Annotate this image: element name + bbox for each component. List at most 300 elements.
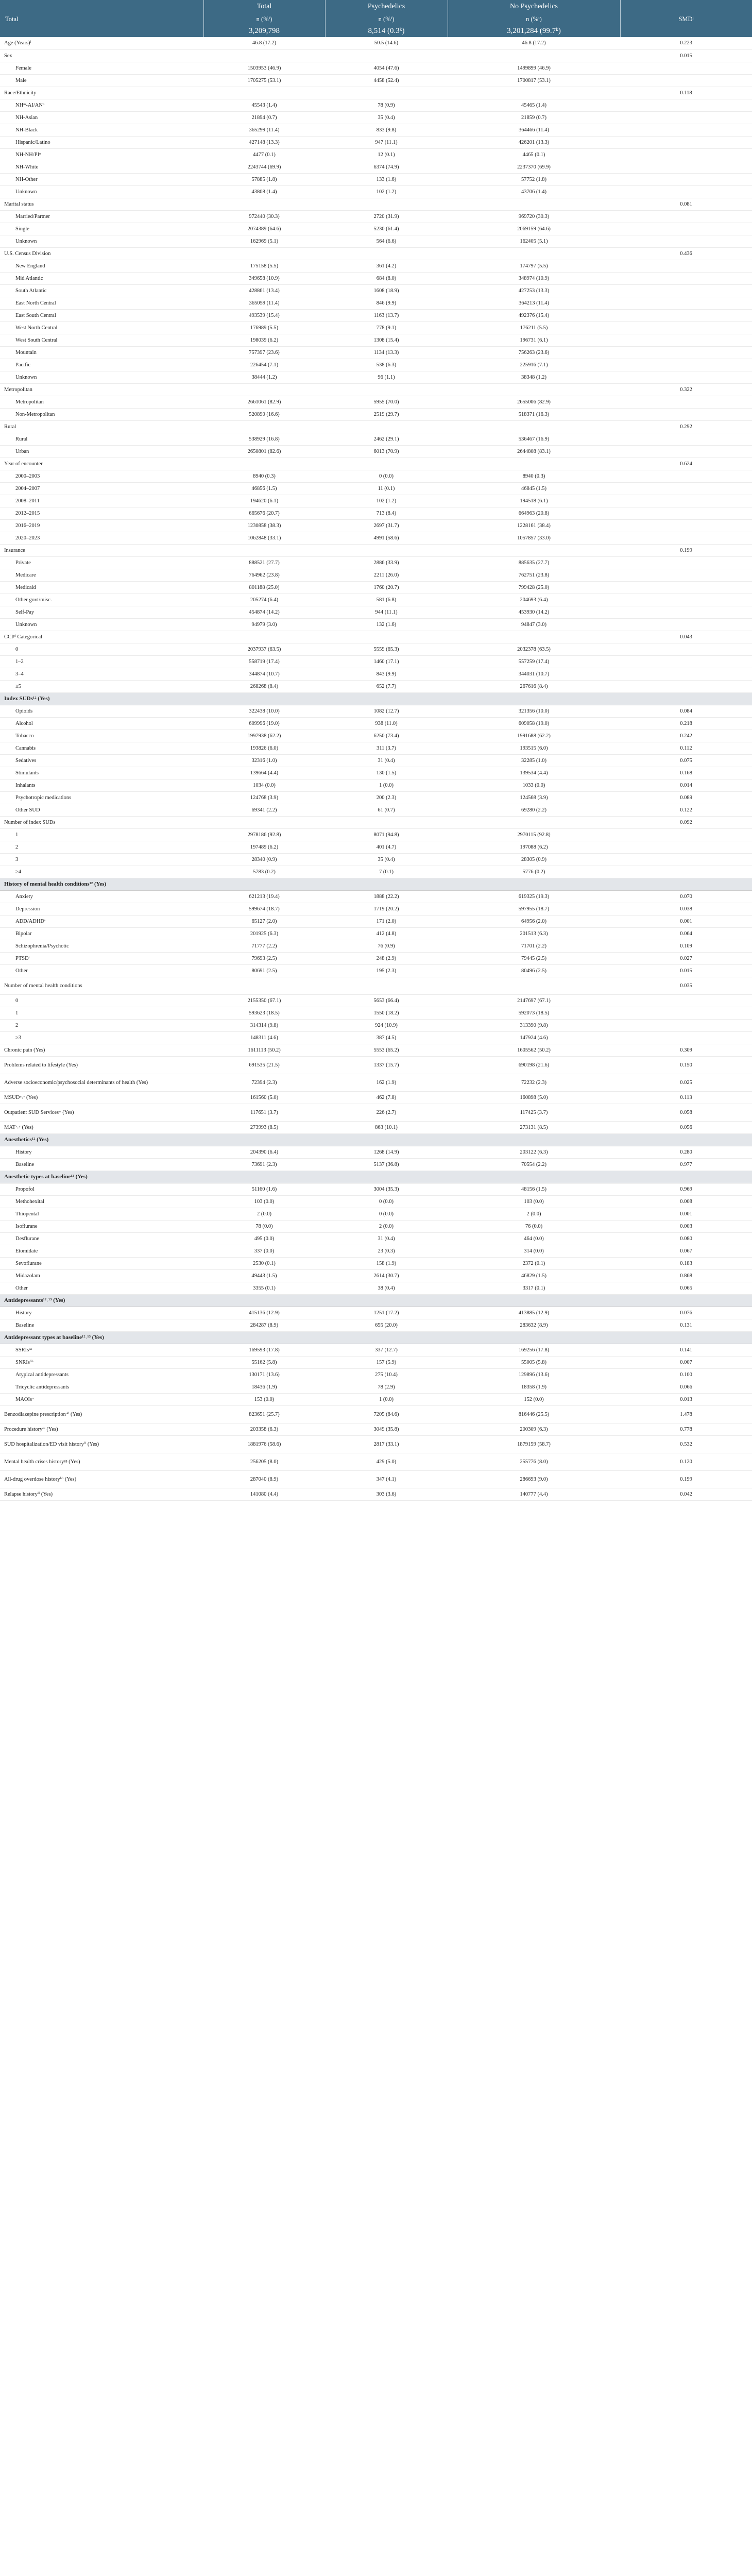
- no-psychedelics-cell: 2644808 (83.1): [448, 445, 620, 457]
- total-cell: 2037937 (63.5): [203, 643, 325, 655]
- table-row: [0, 1104, 752, 1121]
- table-row: [0, 185, 752, 198]
- no-psychedelics-cell: 690198 (21.6): [448, 1056, 620, 1074]
- no-psychedelics-cell: [448, 1133, 620, 1146]
- table-row: [0, 1158, 752, 1171]
- psychedelics-cell: 6013 (70.9): [325, 445, 448, 457]
- smd-cell: 0.070: [620, 890, 752, 903]
- total-cell: 609996 (19.0): [203, 717, 325, 730]
- smd-cell: [620, 99, 752, 111]
- table-row: [0, 1356, 752, 1368]
- no-psychedelics-cell: 1879159 (58.7): [448, 1435, 620, 1453]
- table-row: [0, 210, 752, 223]
- smd-cell: 0.118: [620, 87, 752, 99]
- table-row: [0, 1453, 752, 1470]
- total-cell: 148311 (4.6): [203, 1031, 325, 1044]
- row-label: Number of index SUDs: [0, 816, 203, 828]
- smd-cell: [620, 1133, 752, 1146]
- table-row: [0, 804, 752, 816]
- table-row: [0, 1232, 752, 1245]
- row-label: MSUDᵘ˒ᵛ (Yes): [0, 1091, 203, 1104]
- table-row: [0, 1007, 752, 1019]
- smd-cell: 0.309: [620, 1044, 752, 1056]
- smd-cell: [620, 655, 752, 668]
- smd-cell: 0.292: [620, 420, 752, 433]
- no-psychedelics-cell: [448, 420, 620, 433]
- psychedelics-cell: [325, 247, 448, 260]
- smd-cell: [620, 235, 752, 247]
- psychedelics-cell: 2614 (30.7): [325, 1269, 448, 1282]
- table-row: [0, 346, 752, 359]
- total-cell: 287040 (8.9): [203, 1470, 325, 1488]
- total-cell: 80691 (2.5): [203, 964, 325, 977]
- smd-cell: 0.131: [620, 1319, 752, 1331]
- psychedelics-cell: 3004 (35.3): [325, 1183, 448, 1195]
- table-row: [0, 235, 752, 247]
- total-cell: 1230858 (38.3): [203, 519, 325, 532]
- smd-cell: 0.969: [620, 1183, 752, 1195]
- row-label: Tobacco: [0, 730, 203, 742]
- row-label: Thiopental: [0, 1208, 203, 1220]
- no-psychedelics-cell: 2237370 (69.9): [448, 161, 620, 173]
- row-label: Medicare: [0, 569, 203, 581]
- smd-cell: 0.218: [620, 717, 752, 730]
- no-psychedelics-cell: 314 (0.0): [448, 1245, 620, 1257]
- smd-cell: 0.043: [620, 631, 752, 643]
- table-row: [0, 618, 752, 631]
- table-row: [0, 1257, 752, 1269]
- total-cell: 972440 (30.3): [203, 210, 325, 223]
- smd-cell: 0.242: [620, 730, 752, 742]
- smd-cell: [620, 878, 752, 890]
- table-row: [0, 321, 752, 334]
- psychedelics-cell: 1608 (18.9): [325, 284, 448, 297]
- psychedelics-cell: 1460 (17.1): [325, 655, 448, 668]
- psychedelics-cell: 158 (1.9): [325, 1257, 448, 1269]
- no-psychedelics-cell: 364466 (11.4): [448, 124, 620, 136]
- row-label: Sedatives: [0, 754, 203, 767]
- psychedelics-cell: 12 (0.1): [325, 148, 448, 161]
- table-row: [0, 631, 752, 643]
- row-label: East North Central: [0, 297, 203, 309]
- no-psychedelics-cell: 413885 (12.9): [448, 1307, 620, 1319]
- row-label: Other: [0, 1282, 203, 1294]
- row-label: Schizophrenia/Psychotic: [0, 940, 203, 952]
- no-psychedelics-cell: 103 (0.0): [448, 1195, 620, 1208]
- table-row: [0, 828, 752, 841]
- smd-cell: 0.150: [620, 1056, 752, 1074]
- no-psychedelics-cell: 152 (0.0): [448, 1393, 620, 1405]
- no-psychedelics-cell: 816446 (25.5): [448, 1405, 620, 1423]
- table-row: [0, 433, 752, 445]
- psychedelics-cell: 2720 (31.9): [325, 210, 448, 223]
- total-cell: 103 (0.0): [203, 1195, 325, 1208]
- table-row: [0, 124, 752, 136]
- row-label: Metropolitan: [0, 396, 203, 408]
- psychedelics-cell: 61 (0.7): [325, 804, 448, 816]
- total-cell: 2 (0.0): [203, 1208, 325, 1220]
- psychedelics-cell: 195 (2.3): [325, 964, 448, 977]
- no-psychedelics-cell: 1033 (0.0): [448, 779, 620, 791]
- psychedelics-cell: 1 (0.0): [325, 1393, 448, 1405]
- no-psychedelics-cell: 8940 (0.3): [448, 470, 620, 482]
- smd-cell: [620, 260, 752, 272]
- smd-cell: [620, 532, 752, 544]
- total-cell: 71777 (2.2): [203, 940, 325, 952]
- no-psychedelics-cell: 2147697 (67.1): [448, 994, 620, 1007]
- total-cell: [203, 457, 325, 470]
- total-cell: [203, 977, 325, 994]
- row-label: Midazolam: [0, 1269, 203, 1282]
- row-label: Non-Metropolitan: [0, 408, 203, 420]
- row-label: Unknown: [0, 618, 203, 631]
- total-cell: 2661061 (82.9): [203, 396, 325, 408]
- smd-cell: 0.223: [620, 37, 752, 49]
- smd-cell: [620, 284, 752, 297]
- psychedelics-cell: 31 (0.4): [325, 754, 448, 767]
- no-psychedelics-cell: 48156 (1.5): [448, 1183, 620, 1195]
- row-label: Antidepressants¹²˒¹³ (Yes): [0, 1294, 203, 1307]
- smd-cell: [620, 1331, 752, 1344]
- header-smd-spacer: [620, 0, 752, 13]
- smd-cell: [620, 828, 752, 841]
- no-psychedelics-cell: 79445 (2.5): [448, 952, 620, 964]
- smd-cell: [620, 309, 752, 321]
- table-row: [0, 668, 752, 680]
- table-row: [0, 457, 752, 470]
- psychedelics-cell: 0 (0.0): [325, 1208, 448, 1220]
- row-label: ADD/ADHDˢ: [0, 915, 203, 927]
- total-cell: 2074389 (64.6): [203, 223, 325, 235]
- table-row: [0, 816, 752, 828]
- smd-cell: 0.322: [620, 383, 752, 396]
- psychedelics-cell: 863 (10.1): [325, 1121, 448, 1133]
- no-psychedelics-cell: 453930 (14.2): [448, 606, 620, 618]
- row-label: West North Central: [0, 321, 203, 334]
- smd-cell: 0.280: [620, 1146, 752, 1158]
- no-psychedelics-cell: 664963 (20.8): [448, 507, 620, 519]
- row-label: ≥3: [0, 1031, 203, 1044]
- table-row: [0, 519, 752, 532]
- smd-cell: [620, 618, 752, 631]
- smd-cell: 0.089: [620, 791, 752, 804]
- total-cell: [203, 87, 325, 99]
- total-cell: 162969 (5.1): [203, 235, 325, 247]
- smd-cell: 0.778: [620, 1423, 752, 1435]
- table-row: [0, 952, 752, 964]
- no-psychedelics-cell: 46.8 (17.2): [448, 37, 620, 49]
- smd-cell: 0.080: [620, 1232, 752, 1245]
- table-row: [0, 841, 752, 853]
- total-cell: 124768 (3.9): [203, 791, 325, 804]
- total-cell: 8940 (0.3): [203, 470, 325, 482]
- table-row: [0, 532, 752, 544]
- table-row: [0, 1488, 752, 1500]
- no-psychedelics-cell: 492376 (15.4): [448, 309, 620, 321]
- smd-cell: [620, 136, 752, 148]
- psychedelics-cell: 401 (4.7): [325, 841, 448, 853]
- smd-cell: [620, 841, 752, 853]
- row-label: Other: [0, 964, 203, 977]
- total-cell: [203, 544, 325, 556]
- total-cell: 538929 (16.8): [203, 433, 325, 445]
- psychedelics-cell: 655 (20.0): [325, 1319, 448, 1331]
- table-row: [0, 940, 752, 952]
- row-label: Etomidate: [0, 1245, 203, 1257]
- no-psychedelics-cell: 197088 (6.2): [448, 841, 620, 853]
- total-cell: 1881976 (58.6): [203, 1435, 325, 1453]
- table-row: [0, 964, 752, 977]
- psychedelics-cell: 6250 (73.4): [325, 730, 448, 742]
- no-psychedelics-cell: 32285 (1.0): [448, 754, 620, 767]
- row-label: Rural: [0, 433, 203, 445]
- total-cell: 344874 (10.7): [203, 668, 325, 680]
- smd-cell: [620, 507, 752, 519]
- smd-cell: [620, 556, 752, 569]
- total-cell: 1062848 (33.1): [203, 532, 325, 544]
- psychedelics-cell: 361 (4.2): [325, 260, 448, 272]
- smd-cell: [620, 866, 752, 878]
- total-cell: 2155350 (67.1): [203, 994, 325, 1007]
- smd-cell: 0.076: [620, 1307, 752, 1319]
- table-row: [0, 1423, 752, 1435]
- smd-cell: [620, 346, 752, 359]
- total-cell: 593623 (18.5): [203, 1007, 325, 1019]
- total-cell: 4477 (0.1): [203, 148, 325, 161]
- total-cell: 2650801 (82.6): [203, 445, 325, 457]
- row-label: Unknown: [0, 185, 203, 198]
- table-row: [0, 507, 752, 519]
- table-row: [0, 1019, 752, 1031]
- smd-cell: 0.067: [620, 1245, 752, 1257]
- total-cell: 454874 (14.2): [203, 606, 325, 618]
- no-psychedelics-cell: [448, 198, 620, 210]
- row-label: Metropolitan: [0, 383, 203, 396]
- smd-cell: 0.113: [620, 1091, 752, 1104]
- row-label: NHᵐ-AI/ANⁿ: [0, 99, 203, 111]
- row-label: NH-Other: [0, 173, 203, 185]
- no-psychedelics-cell: [448, 544, 620, 556]
- table-row: [0, 420, 752, 433]
- header-count-nopsy: 3,201,284 (99.7ᵏ): [448, 25, 620, 37]
- row-label: History: [0, 1307, 203, 1319]
- total-cell: 130171 (13.6): [203, 1368, 325, 1381]
- smd-cell: 0.122: [620, 804, 752, 816]
- no-psychedelics-cell: 194518 (6.1): [448, 495, 620, 507]
- psychedelics-cell: 275 (10.4): [325, 1368, 448, 1381]
- psychedelics-cell: 50.5 (14.6): [325, 37, 448, 49]
- no-psychedelics-cell: 70554 (2.2): [448, 1158, 620, 1171]
- table-row: [0, 396, 752, 408]
- no-psychedelics-cell: 69280 (2.2): [448, 804, 620, 816]
- row-label: History: [0, 1146, 203, 1158]
- psychedelics-cell: 35 (0.4): [325, 853, 448, 866]
- no-psychedelics-cell: 426201 (13.3): [448, 136, 620, 148]
- row-label: 2000–2003: [0, 470, 203, 482]
- psychedelics-cell: 778 (9.1): [325, 321, 448, 334]
- total-cell: [203, 1331, 325, 1344]
- smd-cell: [620, 408, 752, 420]
- row-label: Married/Partner: [0, 210, 203, 223]
- no-psychedelics-cell: 3317 (0.1): [448, 1282, 620, 1294]
- table-row: [0, 903, 752, 915]
- table-row: [0, 742, 752, 754]
- row-label: Bipolar: [0, 927, 203, 940]
- total-cell: 2530 (0.1): [203, 1257, 325, 1269]
- table-row: [0, 334, 752, 346]
- no-psychedelics-cell: 193515 (6.0): [448, 742, 620, 754]
- no-psychedelics-cell: 969720 (30.3): [448, 210, 620, 223]
- psychedelics-cell: 7205 (84.6): [325, 1405, 448, 1423]
- smd-cell: 0.064: [620, 927, 752, 940]
- row-label: Mental health crises historyᵍᵍ (Yes): [0, 1453, 203, 1470]
- table-row: [0, 247, 752, 260]
- no-psychedelics-cell: 94847 (3.0): [448, 618, 620, 631]
- psychedelics-cell: 1308 (15.4): [325, 334, 448, 346]
- psychedelics-cell: 924 (10.9): [325, 1019, 448, 1031]
- header-unit-total: n (%ⁱ): [203, 13, 325, 25]
- psychedelics-cell: 2817 (33.1): [325, 1435, 448, 1453]
- row-label: Propofol: [0, 1183, 203, 1195]
- total-cell: 558719 (17.4): [203, 655, 325, 668]
- smd-cell: 0.075: [620, 754, 752, 767]
- no-psychedelics-cell: 200309 (6.3): [448, 1423, 620, 1435]
- table-row: [0, 1470, 752, 1488]
- row-label: Insurance: [0, 544, 203, 556]
- no-psychedelics-cell: 196731 (6.1): [448, 334, 620, 346]
- psychedelics-cell: 1082 (12.7): [325, 705, 448, 717]
- row-label: Tricyclic antidepressants: [0, 1381, 203, 1393]
- table-row: [0, 791, 752, 804]
- smd-cell: [620, 1007, 752, 1019]
- smd-cell: 0.056: [620, 1121, 752, 1133]
- psychedelics-cell: 157 (5.9): [325, 1356, 448, 1368]
- smd-cell: [620, 470, 752, 482]
- psychedelics-cell: 2 (0.0): [325, 1220, 448, 1232]
- psychedelics-cell: 35 (0.4): [325, 111, 448, 124]
- no-psychedelics-cell: 43706 (1.4): [448, 185, 620, 198]
- table-row: [0, 148, 752, 161]
- smd-cell: [620, 124, 752, 136]
- smd-cell: 0.199: [620, 544, 752, 556]
- header-count-total: 3,209,798: [203, 25, 325, 37]
- table-body: [0, 37, 752, 1500]
- psychedelics-cell: 6374 (74.9): [325, 161, 448, 173]
- smd-cell: 1.478: [620, 1405, 752, 1423]
- smd-cell: [620, 668, 752, 680]
- table-row: [0, 927, 752, 940]
- table-row: [0, 309, 752, 321]
- smd-cell: 0.013: [620, 1393, 752, 1405]
- no-psychedelics-cell: 1499899 (46.9): [448, 62, 620, 74]
- row-label: Problems related to lifestyle (Yes): [0, 1056, 203, 1074]
- psychedelics-cell: 1251 (17.2): [325, 1307, 448, 1319]
- smd-cell: 0.100: [620, 1368, 752, 1381]
- total-cell: 55162 (5.8): [203, 1356, 325, 1368]
- row-label: 2008–2011: [0, 495, 203, 507]
- header-no-psychedelics: No Psychedelics: [448, 0, 620, 13]
- row-label: Psychotropic medications: [0, 791, 203, 804]
- table-row: [0, 767, 752, 779]
- row-label: SUD hospitalization/ED visit historyᶠᶠ (Yes): [0, 1435, 203, 1453]
- table-row: [0, 1405, 752, 1423]
- row-label: Chronic pain (Yes): [0, 1044, 203, 1056]
- psychedelics-cell: 78 (2.9): [325, 1381, 448, 1393]
- smd-cell: 0.532: [620, 1435, 752, 1453]
- row-label: Benzodiazepine prescriptionᵈᵈ (Yes): [0, 1405, 203, 1423]
- psychedelics-cell: 78 (0.9): [325, 99, 448, 111]
- psychedelics-cell: 303 (3.6): [325, 1488, 448, 1500]
- no-psychedelics-cell: 2970115 (92.8): [448, 828, 620, 841]
- psychedelics-cell: [325, 977, 448, 994]
- smd-cell: 0.001: [620, 1208, 752, 1220]
- row-label: Unknown: [0, 235, 203, 247]
- total-cell: 204390 (6.4): [203, 1146, 325, 1158]
- row-label: Relapse historyⁱⁱ (Yes): [0, 1488, 203, 1500]
- table-row: [0, 581, 752, 594]
- psychedelics-cell: 833 (9.8): [325, 124, 448, 136]
- row-label: NH-Asian: [0, 111, 203, 124]
- row-label: PTSDᵗ: [0, 952, 203, 964]
- no-psychedelics-cell: 255776 (8.0): [448, 1453, 620, 1470]
- no-psychedelics-cell: 80496 (2.5): [448, 964, 620, 977]
- no-psychedelics-cell: 427253 (13.3): [448, 284, 620, 297]
- table-row: [0, 495, 752, 507]
- no-psychedelics-cell: 518371 (16.3): [448, 408, 620, 420]
- no-psychedelics-cell: 557259 (17.4): [448, 655, 620, 668]
- row-label: Other govt/misc.: [0, 594, 203, 606]
- psychedelics-cell: 133 (1.6): [325, 173, 448, 185]
- table-row: [0, 136, 752, 148]
- row-label: South Atlantic: [0, 284, 203, 297]
- table-row: [0, 994, 752, 1007]
- psychedelics-cell: 2697 (31.7): [325, 519, 448, 532]
- row-label: Unknown: [0, 371, 203, 383]
- total-cell: 337 (0.0): [203, 1245, 325, 1257]
- row-label: 2: [0, 1019, 203, 1031]
- psychedelics-cell: 7 (0.1): [325, 866, 448, 878]
- row-label: Procedure historyᵉᵉ (Yes): [0, 1423, 203, 1435]
- smd-cell: 0.141: [620, 1344, 752, 1356]
- total-cell: 520890 (16.6): [203, 408, 325, 420]
- total-cell: 691535 (21.5): [203, 1056, 325, 1074]
- no-psychedelics-cell: 57752 (1.8): [448, 173, 620, 185]
- smd-cell: [620, 581, 752, 594]
- psychedelics-cell: 102 (1.2): [325, 495, 448, 507]
- table-row: [0, 408, 752, 420]
- total-cell: 18436 (1.9): [203, 1381, 325, 1393]
- table-row: [0, 482, 752, 495]
- no-psychedelics-cell: 55005 (5.8): [448, 1356, 620, 1368]
- row-label: History of mental health conditions¹² (Yes): [0, 878, 203, 890]
- row-label: Pacific: [0, 359, 203, 371]
- table-row: [0, 1121, 752, 1133]
- no-psychedelics-cell: 124568 (3.9): [448, 791, 620, 804]
- smd-cell: [620, 74, 752, 87]
- table-row: [0, 371, 752, 383]
- total-cell: 21894 (0.7): [203, 111, 325, 124]
- total-cell: [203, 692, 325, 705]
- total-cell: 65127 (2.0): [203, 915, 325, 927]
- row-label: MATˣ˒ʸ (Yes): [0, 1121, 203, 1133]
- smd-cell: [620, 161, 752, 173]
- total-cell: 322438 (10.0): [203, 705, 325, 717]
- total-cell: 495 (0.0): [203, 1232, 325, 1245]
- row-label: Marital status: [0, 198, 203, 210]
- total-cell: 175158 (5.5): [203, 260, 325, 272]
- total-cell: 69341 (2.2): [203, 804, 325, 816]
- psychedelics-cell: [325, 457, 448, 470]
